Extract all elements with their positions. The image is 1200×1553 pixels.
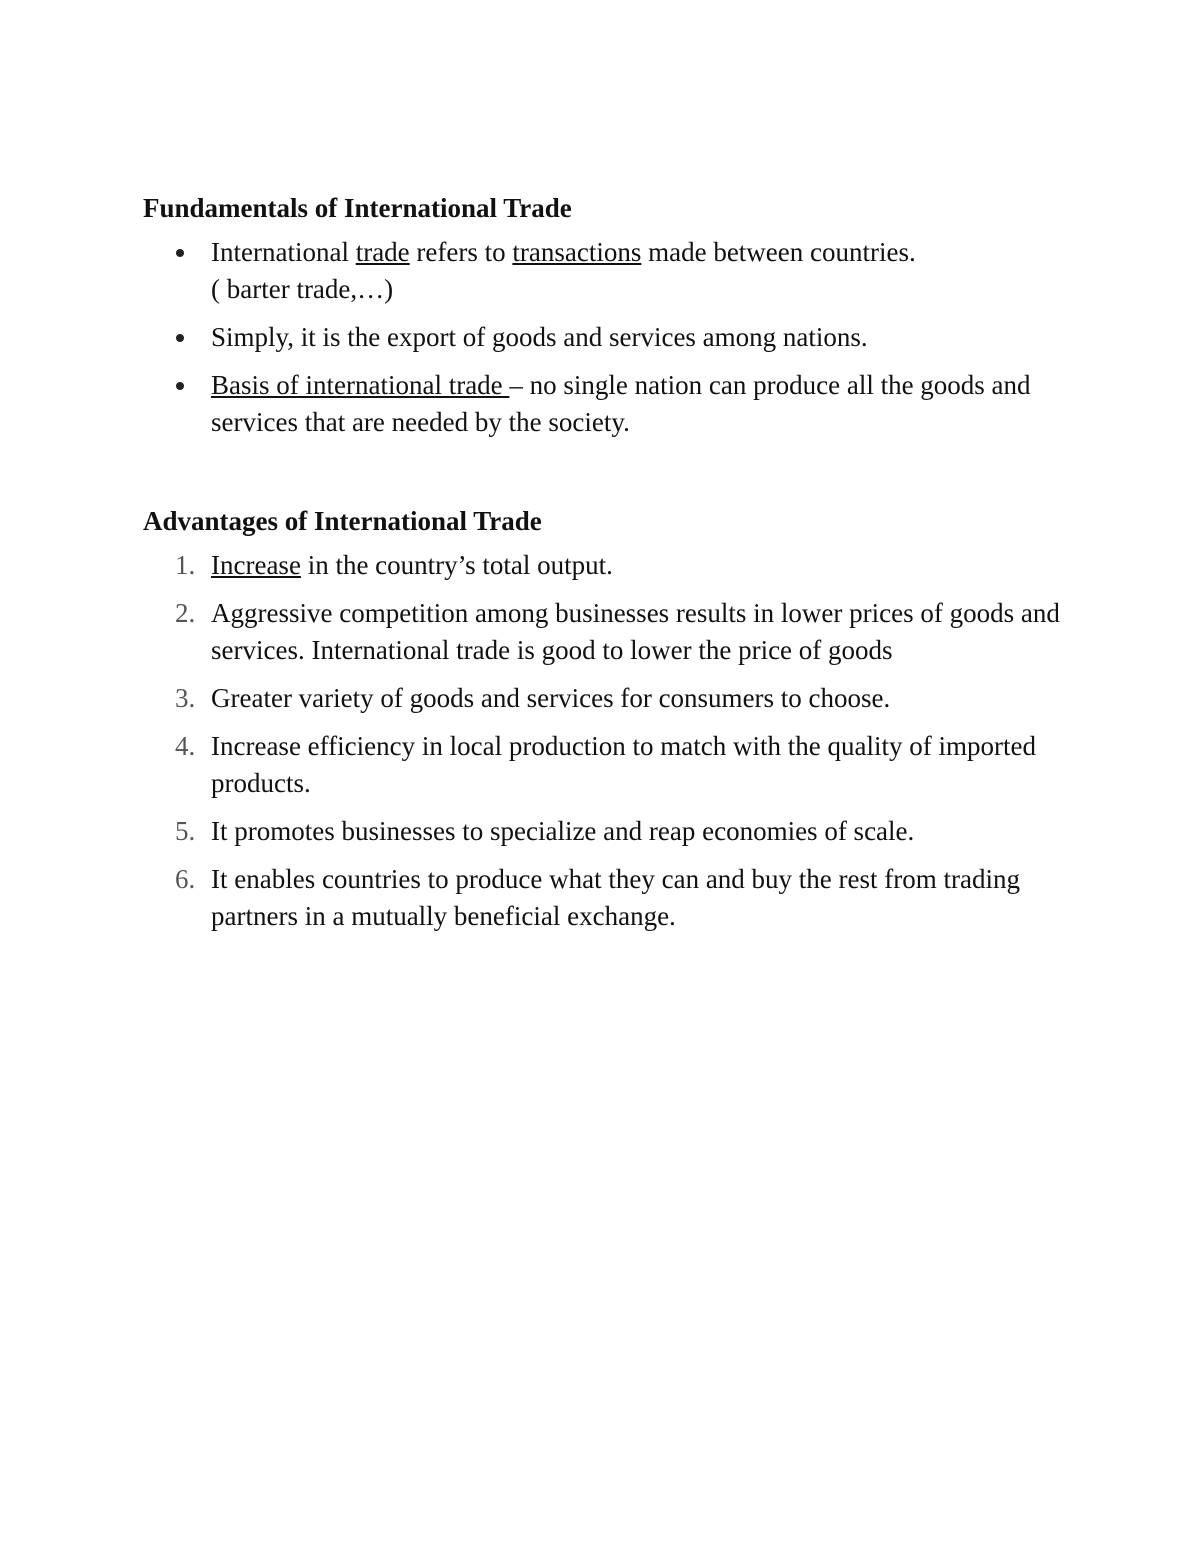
- text: International: [211, 237, 356, 267]
- text: made between countries.: [641, 237, 916, 267]
- text: Simply, it is the export of goods and services among nations.: [211, 322, 868, 352]
- item-number: 6.: [175, 864, 196, 894]
- item-number: 5.: [175, 816, 196, 846]
- list-item: [143, 861, 1073, 935]
- advantages-list: [143, 547, 1073, 935]
- text: refers to: [409, 237, 513, 267]
- fundamentals-heading: Fundamentals of International Trade: [143, 193, 572, 223]
- item-number: 3.: [175, 683, 196, 713]
- underlined-term: Increase: [211, 550, 301, 580]
- list-item: [143, 595, 1073, 669]
- item-number: 2.: [175, 598, 196, 628]
- fundamentals-list: [143, 234, 1073, 441]
- underlined-term: trade: [355, 237, 410, 267]
- bullet-icon: [176, 382, 184, 390]
- text: ( barter trade,…): [211, 274, 394, 304]
- text: in the country’s total output.: [300, 550, 613, 580]
- list-item: [143, 813, 1073, 850]
- list-item: [143, 319, 1073, 356]
- item-number: 1.: [175, 550, 196, 580]
- text: – no single nation can produce all the goods and services that are needed by the society.: [211, 370, 1031, 437]
- text: It enables countries to produce what they can and buy the rest from trading partners in a mutually beneficial exchange.: [211, 864, 1020, 931]
- list-item: [143, 234, 1073, 308]
- text: Aggressive competition among businesses results in lower prices of goods and services. International trade is good to lower the price of goods: [211, 598, 1060, 665]
- bullet-icon: [176, 249, 184, 257]
- item-number: 4.: [175, 731, 196, 761]
- underlined-term: Basis of international trade: [211, 370, 510, 400]
- list-item: [143, 547, 1073, 584]
- advantages-heading: Advantages of International Trade: [143, 506, 542, 536]
- text: Greater variety of goods and services for consumers to choose.: [211, 683, 891, 713]
- underlined-term: transactions: [512, 237, 642, 267]
- text: Increase efficiency in local production to match with the quality of imported products.: [211, 731, 1036, 798]
- bullet-icon: [176, 334, 184, 342]
- list-item: [143, 728, 1073, 802]
- list-item: [143, 680, 1073, 717]
- text: It promotes businesses to specialize and reap economies of scale.: [211, 816, 915, 846]
- list-item: [143, 367, 1073, 441]
- document-body: [143, 190, 1073, 946]
